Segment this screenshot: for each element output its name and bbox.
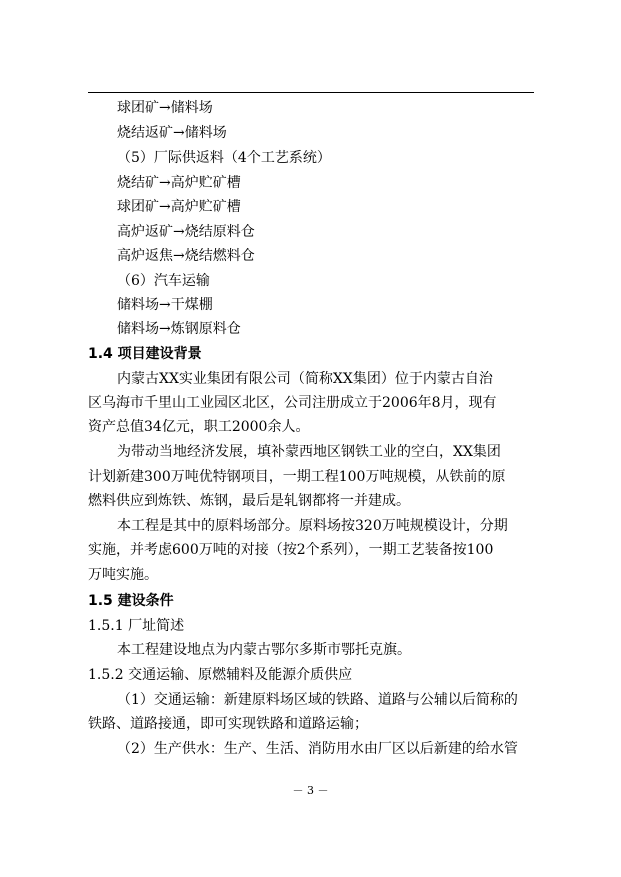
paragraph-line: 为带动当地经济发展，填补蒙西地区钢铁工业的空白，XX集团: [117, 444, 501, 460]
paragraph-line: 本工程建设地点为内蒙古鄂尔多斯市鄂托克旗。: [117, 642, 411, 658]
paragraph-line: 铁路、道路接通，即可实现铁路和道路运输；: [88, 716, 368, 732]
paragraph-line: 万吨实施。: [88, 567, 158, 583]
flow-item: 烧结矿→高炉贮矿槽: [117, 175, 241, 191]
flow-item: 球团矿→储料场: [117, 100, 213, 116]
paragraph-line: 资产总值34亿元，职工2000余人。: [88, 419, 310, 435]
paragraph-line: （2）生产供水：生产、生活、消防用水由厂区以后新建的给水管: [117, 741, 518, 757]
paragraph-line: （1）交通运输：新建原料场区域的铁路、道路与公辅以后简称的: [117, 692, 518, 708]
flow-item: 储料场→干煤棚: [117, 297, 213, 313]
section-heading-1-5: 1.5 建设条件: [88, 593, 174, 609]
section-heading-1-4: 1.4 项目建设背景: [88, 346, 202, 362]
flow-item: 储料场→炼钢原料仓: [117, 321, 241, 337]
flow-subheading: （5）厂际供返料（4个工艺系统）: [117, 150, 331, 166]
paragraph-line: 区乌海市千里山工业园区北区，公司注册成立于2006年8月，现有: [88, 395, 497, 411]
subsection-heading-1-5-1: 1.5.1 厂址简述: [88, 618, 185, 634]
header-rule: [88, 92, 534, 93]
flow-subheading: （6）汽车运输: [117, 273, 210, 289]
paragraph-line: 本工程是其中的原料场部分。原料场按320万吨规模设计，分期: [117, 518, 508, 534]
flow-item: 球团矿→高炉贮矿槽: [117, 199, 241, 215]
flow-item: 高炉返焦→烧结燃料仓: [117, 248, 255, 264]
paragraph-line: 实施，并考虑600万吨的对接（按2个系列），一期工艺装备按100: [88, 542, 494, 558]
flow-item: 烧结返矿→储料场: [117, 125, 227, 141]
paragraph-line: 燃料供应到炼铁、炼钢，最后是轧钢都将一并建成。: [88, 493, 410, 509]
subsection-heading-1-5-2: 1.5.2 交通运输、原燃辅料及能源介质供应: [88, 667, 353, 683]
page-number: － 3 －: [292, 784, 329, 797]
paragraph-line: 计划新建300万吨优特钢项目，一期工程100万吨规模，从铁前的原: [88, 469, 506, 485]
paragraph-line: 内蒙古XX实业集团有限公司（简称XX集团）位于内蒙古自治: [117, 371, 493, 387]
flow-item: 高炉返矿→烧结原料仓: [117, 224, 255, 240]
